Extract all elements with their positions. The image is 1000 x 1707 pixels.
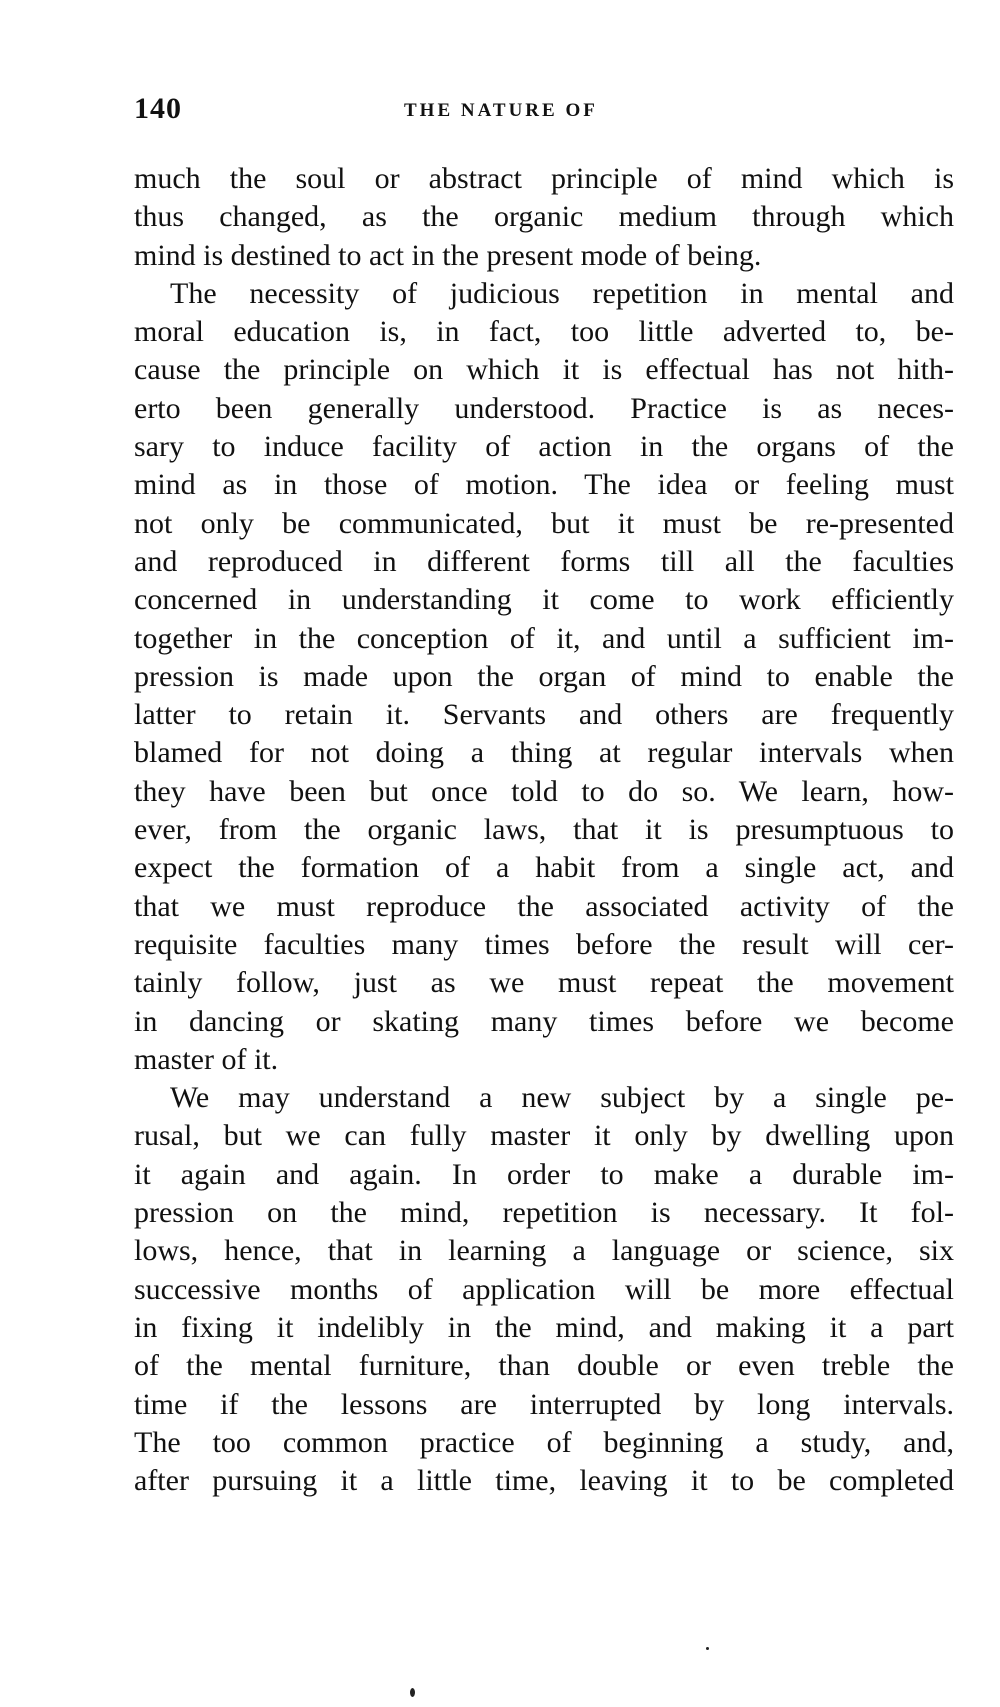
text-line: tainly follow, just as we must repeat the movement xyxy=(134,966,954,1000)
text-line: of the mental furniture, than double or even treble the xyxy=(134,1349,954,1383)
text-line: cause the principle on which it is effectual has not hith- xyxy=(134,353,954,387)
text-line: We may understand a new subject by a single pe- xyxy=(170,1081,954,1115)
page-number: 140 xyxy=(134,92,182,125)
text-line: pression is made upon the organ of mind to enable the xyxy=(134,659,954,693)
text-line: lows, hence, that in learning a language or science, six xyxy=(134,1234,954,1268)
text-line: mind as in those of motion. The idea or feeling must xyxy=(134,468,954,502)
text-line: not only be communicated, but it must be re-presented xyxy=(134,506,954,540)
text-line: pression on the mind, repetition is necessary. It fol- xyxy=(134,1196,954,1230)
text-line: rusal, but we can fully master it only by dwelling upon xyxy=(134,1119,954,1153)
text-line: expect the formation of a habit from a single act, and xyxy=(134,851,954,885)
text-line: master of it. xyxy=(134,1042,279,1076)
text-line: it again and again. In order to make a durable im- xyxy=(134,1157,954,1191)
body-text xyxy=(134,160,954,1500)
text-line: ever, from the organic laws, that it is presumptuous to xyxy=(134,813,954,847)
text-line: erto been generally understood. Practice is as neces- xyxy=(134,391,954,425)
text-line: that we must reproduce the associated activity of the xyxy=(134,889,954,923)
text-line: requisite faculties many times before the result will cer- xyxy=(134,927,954,961)
scan-speck xyxy=(706,1647,709,1650)
text-line: successive months of application will be more effectual xyxy=(134,1272,954,1306)
text-line: The too common practice of beginning a study, and, xyxy=(134,1425,954,1459)
text-line: The necessity of judicious repetition in mental and xyxy=(170,276,954,310)
page-header xyxy=(134,92,954,132)
text-line: much the soul or abstract principle of mind which is xyxy=(134,162,954,195)
text-line: together in the conception of it, and until a sufficient im- xyxy=(134,621,954,655)
text-line: blamed for not doing a thing at regular intervals when xyxy=(134,736,954,770)
text-line: and reproduced in different forms till all the faculties xyxy=(134,544,954,578)
text-line: thus changed, as the organic medium through which xyxy=(134,200,954,234)
text-line: they have been but once told to do so. We learn, how- xyxy=(134,774,954,808)
text-line: concerned in understanding it come to work efficiently xyxy=(134,583,954,617)
text-line: mind is destined to act in the present mode of being. xyxy=(134,238,762,272)
text-line: after pursuing it a little time, leaving it to be completed xyxy=(134,1464,954,1498)
running-head: THE NATURE OF xyxy=(404,100,598,121)
text-line: time if the lessons are interrupted by long intervals. xyxy=(134,1387,954,1421)
text-line: in fixing it indelibly in the mind, and making it a part xyxy=(134,1310,954,1344)
scan-speck xyxy=(410,1688,415,1697)
text-line: moral education is, in fact, too little adverted to, be- xyxy=(134,315,954,349)
text-line: latter to retain it. Servants and others are frequently xyxy=(134,698,954,732)
text-line: sary to induce facility of action in the organs of the xyxy=(134,430,954,464)
text-line: in dancing or skating many times before we become xyxy=(134,1004,954,1038)
